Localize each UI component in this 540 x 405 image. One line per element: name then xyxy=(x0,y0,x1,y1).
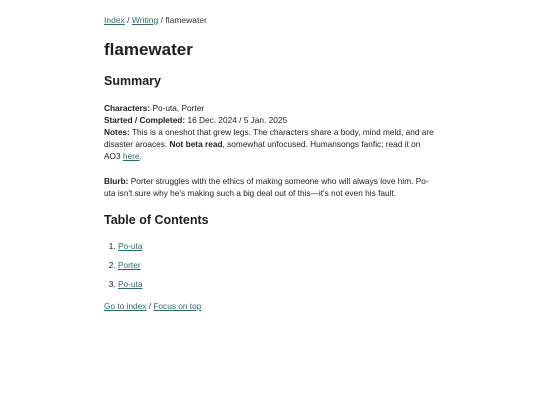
notes-bold-text: Not beta read xyxy=(169,139,223,149)
blurb-text: Porter struggles with the ethics of making someone who will always love him. Po-uta isn't sure why he's making such a big deal out of this—it's not even his fault. xyxy=(104,176,429,198)
notes-text: This is a oneshot that grew legs. The characters share a body, mind meld, and are disaster aroaces. xyxy=(104,127,434,149)
dates-value: 16 Dec. 2024 / 5 Jan. 2025 xyxy=(187,115,288,125)
blurb-label: Blurb: xyxy=(104,176,129,186)
characters-line xyxy=(104,102,434,114)
ao3-link[interactable]: here xyxy=(122,151,140,161)
toc-link-chapter-2[interactable]: Porter xyxy=(118,260,141,270)
blurb xyxy=(104,175,434,199)
focus-on-top-link[interactable]: Focus on top xyxy=(153,301,202,311)
page-container xyxy=(104,0,434,312)
notes-text-continued: , somewhat unfocused. Humansongs fanfic; read it on AO3 xyxy=(104,139,421,161)
dates-label: Started / Completed: xyxy=(104,115,186,125)
toc-item xyxy=(118,278,434,290)
notes-label: Notes: xyxy=(104,127,130,137)
toc-link-chapter-1[interactable]: Po-uta xyxy=(118,241,143,251)
footer-links xyxy=(104,300,434,312)
toc-item xyxy=(118,240,434,252)
go-to-index-link[interactable]: Go to index xyxy=(104,301,147,311)
footer-separator: / xyxy=(148,301,152,311)
toc-list xyxy=(104,240,434,290)
dates-line xyxy=(104,114,434,126)
characters-value: Po-uta, Porter xyxy=(152,103,205,113)
page-title: flamewater xyxy=(104,40,193,59)
breadcrumb-separator: / xyxy=(160,15,163,25)
notes-end: . xyxy=(139,151,142,161)
breadcrumb-separator: / xyxy=(127,15,130,25)
summary-heading: Summary xyxy=(104,74,161,88)
toc-link-chapter-3[interactable]: Po-uta xyxy=(118,279,143,289)
notes-line xyxy=(104,126,434,162)
toc-heading: Table of Contents xyxy=(104,213,209,227)
breadcrumb-writing-link[interactable]: Writing xyxy=(131,15,159,25)
characters-label: Characters: xyxy=(104,103,151,113)
toc-item xyxy=(118,259,434,271)
breadcrumb-current: flamewater xyxy=(165,15,207,25)
summary-meta xyxy=(104,102,434,162)
breadcrumb-index-link[interactable]: Index xyxy=(104,15,125,25)
breadcrumb xyxy=(104,14,434,26)
